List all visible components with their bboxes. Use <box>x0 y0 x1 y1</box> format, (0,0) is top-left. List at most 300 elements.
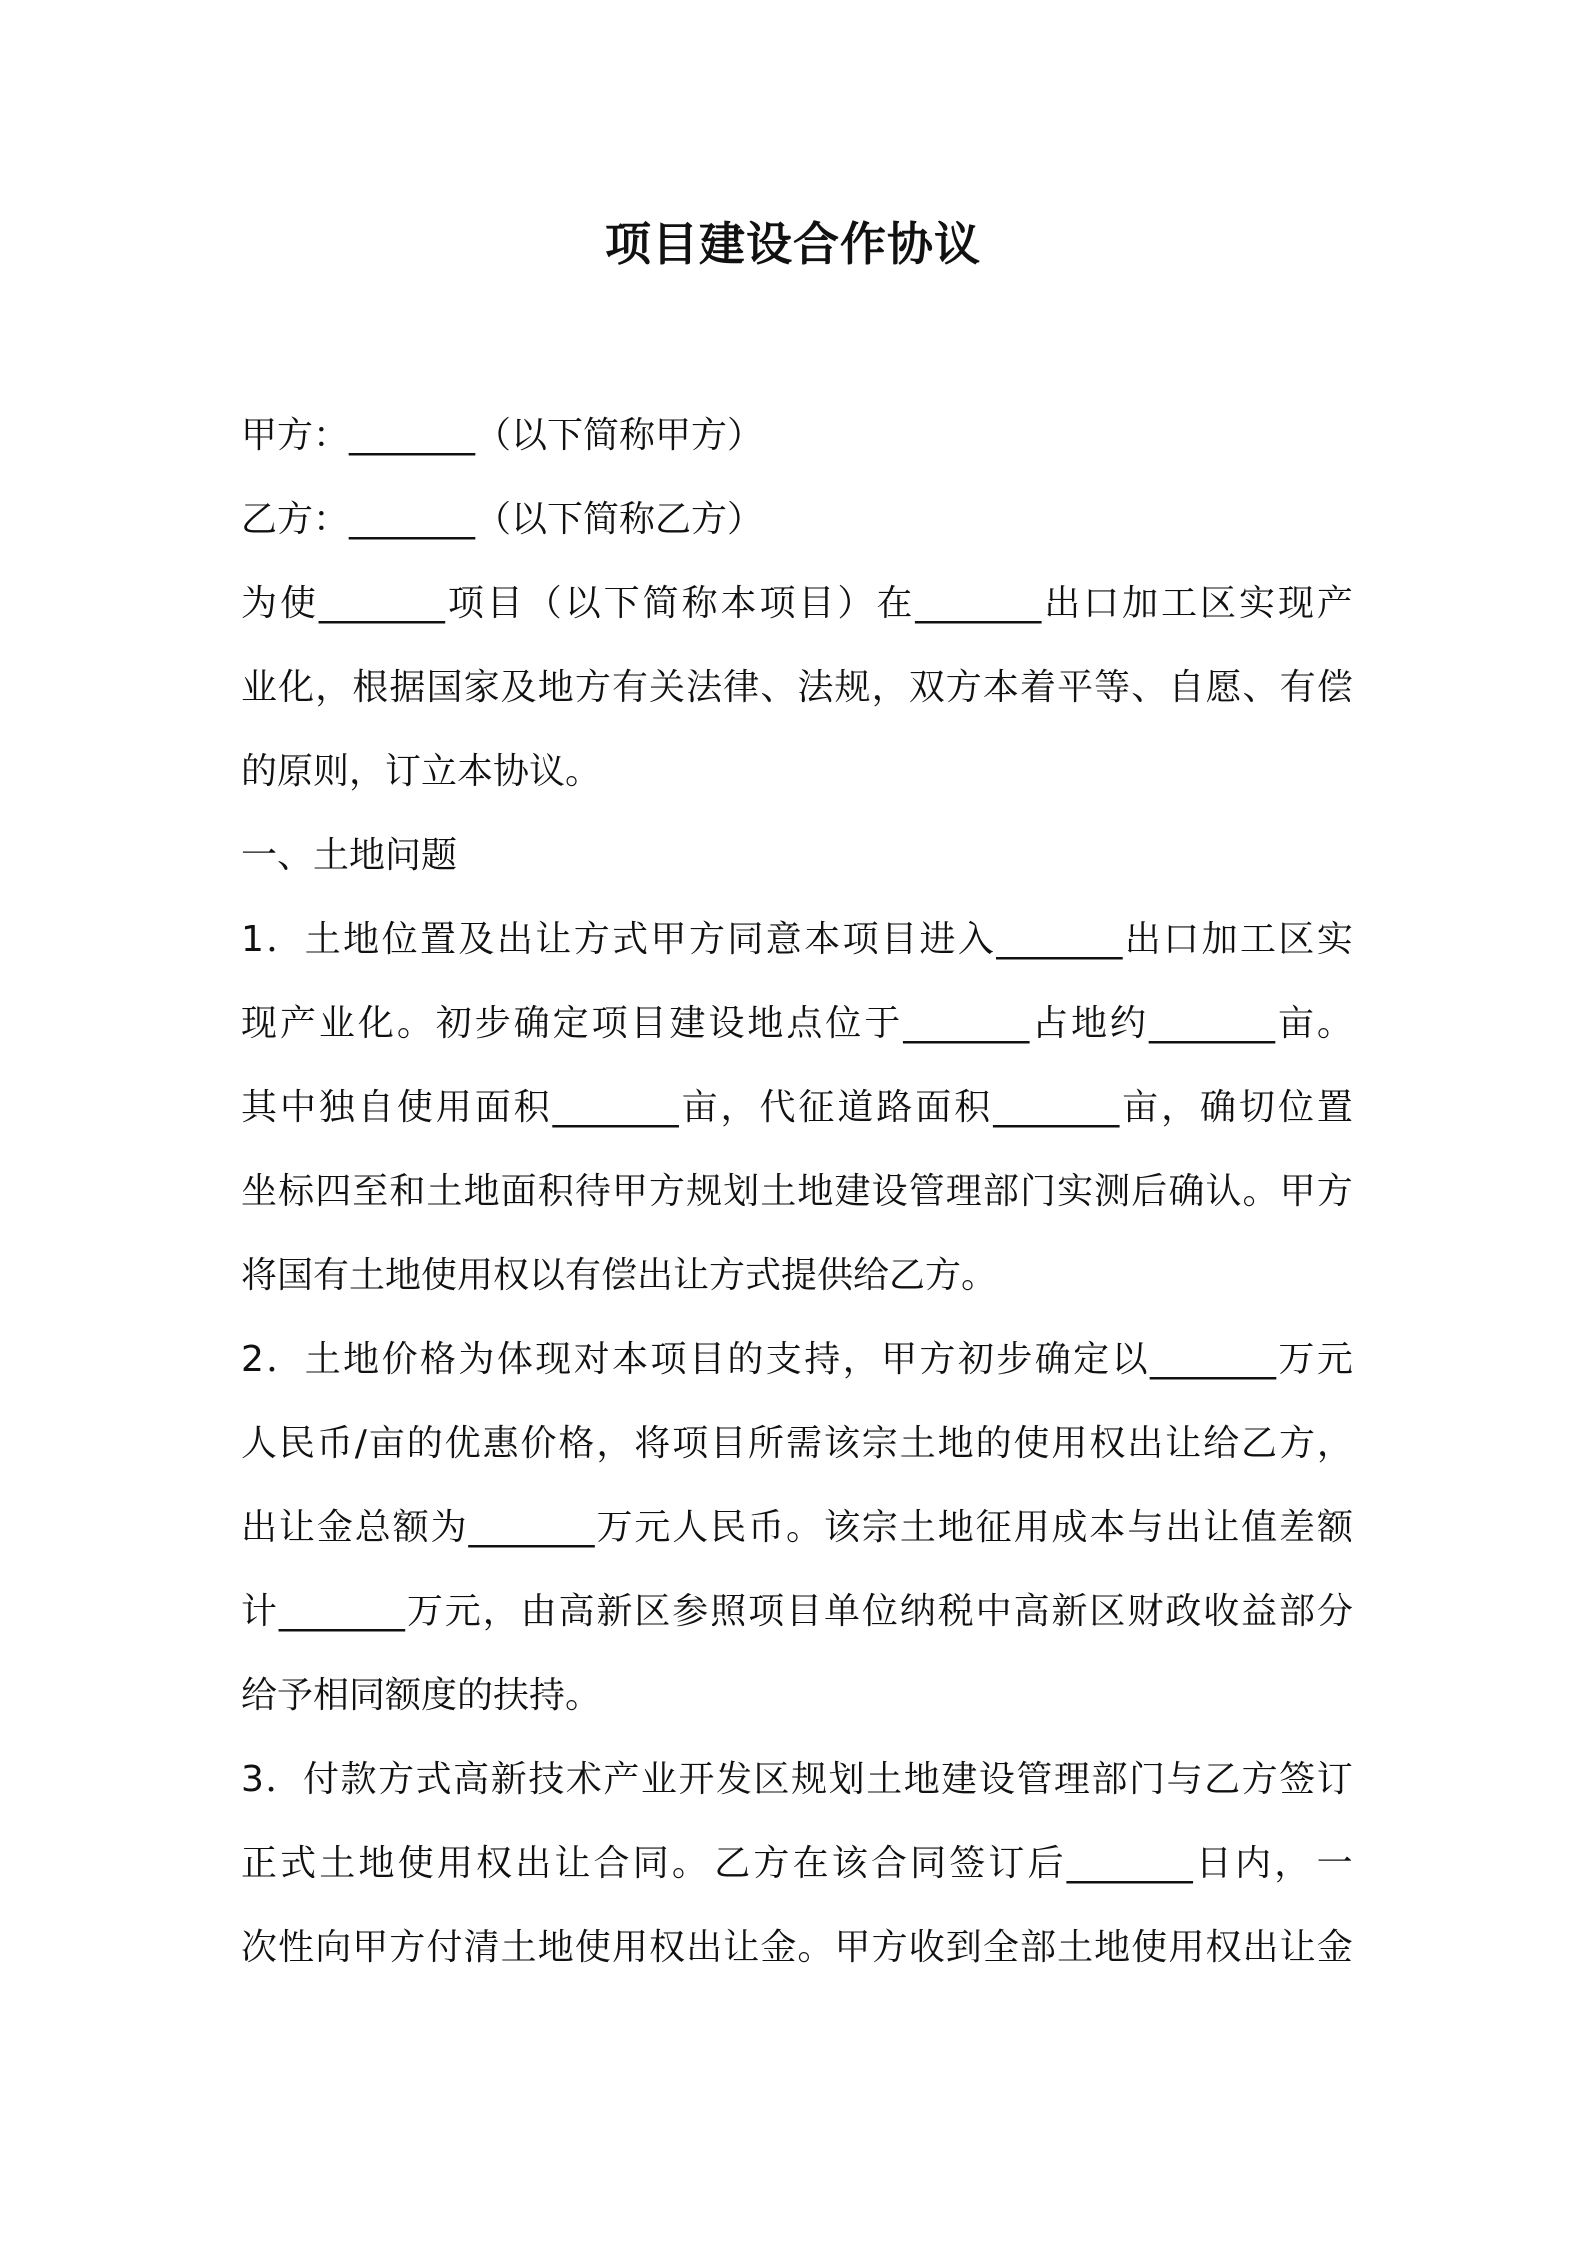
text-glyph: 将 <box>634 1423 671 1464</box>
paragraph-line <box>241 580 1353 628</box>
text-glyph: 用 <box>1168 1927 1205 1968</box>
text-glyph: 成 <box>1051 1507 1088 1548</box>
text-glyph: 为 <box>241 583 278 624</box>
text-glyph: 。 <box>797 1927 834 1968</box>
text-glyph: 家 <box>463 667 500 708</box>
text-glyph: 加 <box>1122 583 1159 624</box>
text-glyph: 地 <box>937 1507 974 1548</box>
text-glyph: 有 <box>611 667 648 708</box>
text-glyph: 金 <box>760 1927 797 1968</box>
text-glyph: 地 <box>343 919 380 960</box>
text-glyph: 道 <box>837 1087 874 1128</box>
text-glyph: 地 <box>797 1171 834 1212</box>
text-glyph: 的 <box>727 1339 764 1380</box>
text-glyph: 额 <box>392 1507 429 1548</box>
text-glyph: 给 <box>1203 1423 1240 1464</box>
text-glyph: _______ <box>552 1087 679 1128</box>
text-glyph: 标 <box>278 1171 315 1212</box>
text-glyph: 人 <box>241 1423 278 1464</box>
paragraph-line: 将国有土地使用权以有偿出让方式提供给乙方。 <box>241 1255 998 1296</box>
text-glyph: 格 <box>420 1339 457 1380</box>
text-glyph: 定 <box>1073 1339 1110 1380</box>
text-glyph: 及 <box>458 919 495 960</box>
text-glyph: 使 <box>574 1927 611 1968</box>
text-glyph: 新 <box>1051 1591 1088 1632</box>
text-glyph: 币 <box>748 1507 785 1548</box>
text-glyph: 内 <box>1235 1843 1272 1884</box>
text-glyph: 权 <box>1205 1927 1242 1968</box>
text-glyph: 出 <box>241 1507 278 1548</box>
text-glyph: 下 <box>603 583 640 624</box>
text-glyph: 次 <box>241 1927 278 1968</box>
text-glyph: 高 <box>558 1591 595 1632</box>
text-glyph: 化 <box>278 667 315 708</box>
text-glyph: 乙 <box>1204 1759 1241 1800</box>
text-glyph: 用 <box>435 1087 472 1128</box>
text-glyph: 新 <box>596 1591 633 1632</box>
text-glyph: 测 <box>1094 1171 1131 1212</box>
text-glyph: _______ <box>903 1003 1030 1044</box>
text-glyph: 门 <box>1019 1171 1056 1212</box>
paragraph-line <box>241 1168 1353 1216</box>
text-glyph: 划 <box>723 1171 760 1212</box>
text-glyph: 式 <box>280 1843 317 1884</box>
text-glyph: 国 <box>426 667 463 708</box>
text-glyph: 称 <box>681 583 718 624</box>
text-glyph: 项 <box>672 1423 709 1464</box>
text-glyph: _______ <box>468 1507 595 1548</box>
text-glyph: 工 <box>1161 583 1198 624</box>
text-glyph: 本 <box>982 667 1019 708</box>
text-glyph: 于 <box>864 1003 901 1044</box>
text-glyph: ． <box>266 1339 303 1380</box>
text-glyph: 步 <box>996 1339 1033 1380</box>
text-glyph: 以 <box>564 583 601 624</box>
text-glyph: 置 <box>1316 1087 1353 1128</box>
text-glyph: 让 <box>723 1927 760 1968</box>
text-glyph: 地 <box>937 1423 974 1464</box>
text-glyph: 土 <box>500 1927 537 1968</box>
text-glyph: ， <box>315 667 352 708</box>
text-glyph: 实 <box>1057 1171 1094 1212</box>
text-glyph: _______ <box>1150 1339 1277 1380</box>
text-glyph: 用 <box>611 1927 648 1968</box>
text-glyph: 地 <box>358 1843 395 1884</box>
text-glyph: 地 <box>463 1171 500 1212</box>
text-glyph: 定 <box>552 1003 589 1044</box>
text-glyph: 本 <box>1089 1507 1126 1548</box>
text-glyph: 的 <box>406 1423 443 1464</box>
text-glyph: 。 <box>786 1507 823 1548</box>
text-glyph: 权 <box>649 1927 686 1968</box>
text-glyph: 现 <box>535 1339 572 1380</box>
paragraph-line <box>241 1840 1353 1888</box>
text-glyph: 等 <box>1094 667 1131 708</box>
text-glyph: 方 <box>945 667 982 708</box>
text-glyph: 土 <box>426 1171 463 1212</box>
paragraph-line <box>241 1756 1353 1804</box>
text-glyph: 出 <box>496 919 533 960</box>
paragraph-line <box>241 1420 1353 1468</box>
text-glyph: 口 <box>1083 583 1120 624</box>
text-glyph: 。 <box>1242 1171 1279 1212</box>
text-glyph: 征 <box>798 1087 835 1128</box>
text-glyph: 项 <box>650 1339 687 1380</box>
text-glyph: 关 <box>649 667 686 708</box>
text-glyph: 规 <box>686 1171 723 1212</box>
text-glyph: 法 <box>797 667 834 708</box>
text-glyph: 格 <box>558 1423 595 1464</box>
text-glyph: 现 <box>1277 583 1314 624</box>
text-glyph: 规 <box>791 1759 828 1800</box>
text-glyph: 1 <box>241 919 264 960</box>
text-glyph: 所 <box>748 1423 785 1464</box>
text-glyph: 技 <box>528 1759 565 1800</box>
text-glyph: 日 <box>1195 1843 1232 1884</box>
text-glyph: 方 <box>573 919 610 960</box>
text-glyph: 规 <box>834 667 871 708</box>
text-glyph: 区 <box>753 1759 790 1800</box>
text-glyph: 项 <box>748 1591 785 1632</box>
text-glyph: 根 <box>352 667 389 708</box>
text-glyph: 同 <box>910 1843 947 1884</box>
text-glyph: 有 <box>1279 667 1316 708</box>
text-glyph: 出 <box>515 1843 552 1884</box>
text-glyph: 目 <box>688 1339 725 1380</box>
text-glyph: 位 <box>825 1003 862 1044</box>
text-glyph: 实 <box>1316 919 1353 960</box>
text-glyph: 土 <box>760 1171 797 1212</box>
text-glyph: 法 <box>686 667 723 708</box>
text-glyph: 据 <box>389 667 426 708</box>
text-glyph: 和 <box>389 1171 426 1212</box>
text-glyph: 目 <box>486 583 523 624</box>
text-glyph: _______ <box>915 583 1042 624</box>
text-glyph: 乙 <box>714 1843 751 1884</box>
text-glyph: 设 <box>978 1759 1015 1800</box>
text-glyph: 亩 <box>368 1423 405 1464</box>
paragraph-line <box>241 916 1353 964</box>
text-glyph: 使 <box>1013 1423 1050 1464</box>
text-glyph: 新 <box>490 1759 527 1800</box>
party-a-line: 甲方：_______（以下简称甲方） <box>241 415 764 456</box>
text-glyph: 积 <box>513 1087 550 1128</box>
text-glyph: 宗 <box>861 1423 898 1464</box>
text-glyph: 工 <box>1240 919 1277 960</box>
text-glyph: 路 <box>876 1087 913 1128</box>
text-glyph: 约 <box>1110 1003 1147 1044</box>
text-glyph: 部 <box>982 1171 1019 1212</box>
text-glyph: 发 <box>716 1759 753 1800</box>
text-glyph: 为 <box>458 1339 495 1380</box>
text-glyph: 性 <box>278 1927 315 1968</box>
text-glyph: 目 <box>630 1003 667 1044</box>
text-glyph: 位 <box>861 1591 898 1632</box>
text-glyph: 的 <box>975 1423 1012 1464</box>
text-glyph: 订 <box>1316 1759 1353 1800</box>
text-glyph: 建 <box>834 1171 871 1212</box>
text-glyph: 权 <box>1089 1423 1126 1464</box>
text-glyph: 口 <box>1163 919 1200 960</box>
text-glyph: 3 <box>241 1759 264 1800</box>
text-glyph: 方 <box>871 1927 908 1968</box>
text-glyph: 分 <box>1316 1591 1353 1632</box>
text-glyph: 目 <box>798 583 835 624</box>
text-glyph: 需 <box>785 1423 822 1464</box>
text-glyph: 该 <box>823 1423 860 1464</box>
text-glyph: 坐 <box>241 1171 278 1212</box>
paragraph-line <box>241 664 1353 712</box>
text-glyph: 平 <box>1057 667 1094 708</box>
text-glyph: 同 <box>727 919 764 960</box>
paragraph-line <box>241 1588 1353 1636</box>
text-glyph: 业 <box>241 667 278 708</box>
text-glyph: 出 <box>1242 1927 1279 1968</box>
text-glyph: 占 <box>1032 1003 1069 1044</box>
text-glyph: 地 <box>537 1927 574 1968</box>
text-glyph: 管 <box>908 1171 945 1212</box>
text-glyph: 该 <box>831 1843 868 1884</box>
text-glyph: 额 <box>1316 1507 1353 1548</box>
text-glyph: 地 <box>343 1339 380 1380</box>
text-glyph: 到 <box>945 1927 982 1968</box>
text-glyph: 同 <box>632 1843 669 1884</box>
text-glyph: ， <box>842 1339 879 1380</box>
text-glyph: 初 <box>957 1339 994 1380</box>
text-glyph: 地 <box>537 667 574 708</box>
text-glyph: 款 <box>340 1759 377 1800</box>
text-glyph: 律 <box>723 667 760 708</box>
text-glyph: 独 <box>318 1087 355 1128</box>
text-glyph: 部 <box>1091 1759 1128 1800</box>
text-glyph: 以 <box>1111 1339 1148 1380</box>
text-glyph: 让 <box>1279 1927 1316 1968</box>
text-glyph: _______ <box>318 583 445 624</box>
text-glyph: _______ <box>278 1591 405 1632</box>
text-glyph: 目 <box>786 1591 823 1632</box>
text-glyph: _______ <box>1149 1003 1275 1044</box>
paragraph-line <box>241 1924 1353 1972</box>
text-glyph: 。 <box>1316 1003 1353 1044</box>
text-glyph: 管 <box>1016 1759 1053 1800</box>
text-glyph: 本 <box>720 583 757 624</box>
text-glyph: 让 <box>278 1507 315 1548</box>
text-glyph: 甲 <box>1279 1171 1316 1212</box>
text-glyph: 持 <box>804 1339 841 1380</box>
text-glyph: 、 <box>1131 667 1168 708</box>
paragraph-line: 给予相同额度的扶持。 <box>241 1675 602 1716</box>
text-glyph: 后 <box>1131 1171 1168 1212</box>
text-glyph: 在 <box>876 583 913 624</box>
text-glyph: 自 <box>357 1087 394 1128</box>
text-glyph: 合 <box>593 1843 630 1884</box>
text-glyph: 正 <box>241 1843 278 1884</box>
text-glyph: 亩 <box>1122 1087 1159 1128</box>
text-glyph: 乙 <box>1241 1423 1278 1464</box>
text-glyph: 其 <box>241 1087 278 1128</box>
text-glyph: 甲 <box>881 1339 918 1380</box>
text-glyph: 。 <box>396 1003 433 1044</box>
text-glyph: 一 <box>1316 1843 1353 1884</box>
text-glyph: （ <box>525 583 562 624</box>
text-glyph: 划 <box>828 1759 865 1800</box>
text-glyph: 币 <box>316 1423 353 1464</box>
text-glyph: 项 <box>447 583 484 624</box>
text-glyph: 优 <box>444 1423 481 1464</box>
text-glyph: 置 <box>420 919 457 960</box>
text-glyph: 确 <box>1168 1171 1205 1212</box>
text-glyph: 确 <box>513 1003 550 1044</box>
text-glyph: 门 <box>1129 1759 1166 1800</box>
text-glyph: 建 <box>669 1003 706 1044</box>
text-glyph: 付 <box>426 1927 463 1968</box>
text-glyph: 及 <box>500 667 537 708</box>
text-glyph: 签 <box>949 1843 986 1884</box>
text-glyph: 付 <box>302 1759 339 1800</box>
text-glyph: 万 <box>596 1507 633 1548</box>
text-glyph: 亩 <box>681 1087 718 1128</box>
text-glyph: ， <box>1316 1423 1353 1464</box>
text-glyph: ， <box>871 667 908 708</box>
text-glyph: 本 <box>804 919 841 960</box>
text-glyph: 化 <box>357 1003 394 1044</box>
text-glyph: 土 <box>304 919 341 960</box>
text-glyph: 出 <box>1044 583 1081 624</box>
text-glyph: 进 <box>919 919 956 960</box>
text-glyph: 金 <box>316 1507 353 1548</box>
text-glyph: 位 <box>381 919 418 960</box>
text-glyph: ） <box>837 583 874 624</box>
text-glyph: 现 <box>241 1003 278 1044</box>
text-glyph: 实 <box>1238 583 1275 624</box>
text-glyph: 由 <box>520 1591 557 1632</box>
section-heading: 一、土地问题 <box>241 835 458 876</box>
text-glyph: 待 <box>574 1171 611 1212</box>
text-glyph: ， <box>482 1591 519 1632</box>
text-glyph: 。 <box>671 1843 708 1884</box>
text-glyph: 理 <box>1053 1759 1090 1800</box>
text-glyph: 、 <box>760 667 797 708</box>
text-glyph: 着 <box>1019 667 1056 708</box>
text-glyph: 人 <box>672 1507 709 1548</box>
text-glyph: ， <box>720 1087 757 1128</box>
text-glyph: 初 <box>435 1003 472 1044</box>
text-glyph: 方 <box>649 1171 686 1212</box>
text-glyph: 愿 <box>1205 667 1242 708</box>
text-glyph: 方 <box>688 919 725 960</box>
text-glyph: 高 <box>1013 1591 1050 1632</box>
text-glyph: 在 <box>792 1843 829 1884</box>
text-glyph: 、 <box>1242 667 1279 708</box>
text-glyph: 目 <box>881 919 918 960</box>
text-glyph: 地 <box>747 1003 784 1044</box>
text-glyph: 财 <box>1127 1591 1164 1632</box>
text-glyph: ． <box>265 1759 302 1800</box>
text-glyph: 地 <box>1071 1003 1108 1044</box>
text-glyph: 照 <box>710 1591 747 1632</box>
paragraph-line: 的原则，订立本协议。 <box>241 751 602 792</box>
text-glyph: 设 <box>871 1171 908 1212</box>
text-glyph: 体 <box>496 1339 533 1380</box>
text-glyph: _______ <box>996 919 1123 960</box>
text-glyph: ， <box>596 1423 633 1464</box>
text-glyph: 理 <box>945 1171 982 1212</box>
text-glyph: 区 <box>1278 919 1315 960</box>
text-glyph: 方 <box>389 1927 426 1968</box>
text-glyph: 方 <box>378 1759 415 1800</box>
text-glyph: 地 <box>1094 1927 1131 1968</box>
text-glyph: / <box>354 1423 367 1464</box>
paragraph-line <box>241 1336 1353 1384</box>
text-glyph: 使 <box>396 1087 433 1128</box>
text-glyph: 万 <box>1278 1339 1315 1380</box>
text-glyph: 出 <box>1124 919 1161 960</box>
text-glyph: 收 <box>1203 1591 1240 1632</box>
text-glyph: 出 <box>1127 1423 1164 1464</box>
paragraph-line <box>241 1504 1353 1552</box>
text-glyph: 元 <box>444 1591 481 1632</box>
text-glyph: 土 <box>319 1843 356 1884</box>
text-glyph: 面 <box>500 1171 537 1212</box>
text-glyph: 简 <box>642 583 679 624</box>
text-glyph: 开 <box>678 1759 715 1800</box>
text-glyph: 项 <box>591 1003 628 1044</box>
text-glyph: 使 <box>397 1843 434 1884</box>
text-glyph: 收 <box>908 1927 945 1968</box>
text-glyph: 产 <box>603 1759 640 1800</box>
text-glyph: 项 <box>842 919 879 960</box>
text-glyph: 宗 <box>861 1507 898 1548</box>
text-glyph: 积 <box>954 1087 991 1128</box>
text-glyph: 该 <box>823 1507 860 1548</box>
text-glyph: 土 <box>899 1423 936 1464</box>
text-glyph: 订 <box>988 1843 1025 1884</box>
text-glyph: 民 <box>278 1423 315 1464</box>
text-glyph: 代 <box>759 1087 796 1128</box>
text-glyph: 四 <box>315 1171 352 1212</box>
text-glyph: 项 <box>759 583 796 624</box>
text-glyph: 金 <box>1316 1927 1353 1968</box>
text-glyph: 步 <box>474 1003 511 1044</box>
text-glyph: 差 <box>1279 1507 1316 1548</box>
text-glyph: 惠 <box>482 1423 519 1464</box>
text-glyph: 政 <box>1165 1591 1202 1632</box>
text-glyph: 地 <box>903 1759 940 1800</box>
paragraph-line <box>241 1084 1353 1132</box>
text-glyph: 方 <box>1316 1171 1353 1212</box>
text-glyph: 术 <box>565 1759 602 1800</box>
text-glyph: 价 <box>520 1423 557 1464</box>
text-glyph: 签 <box>1279 1759 1316 1800</box>
text-glyph: ． <box>266 919 303 960</box>
text-glyph: 权 <box>476 1843 513 1884</box>
text-glyph: 认 <box>1205 1171 1242 1212</box>
text-glyph: 出 <box>686 1927 723 1968</box>
text-glyph: 甲 <box>352 1927 389 1968</box>
text-glyph: 方 <box>1278 1423 1315 1464</box>
text-glyph: 确 <box>1034 1339 1071 1380</box>
text-glyph: 支 <box>765 1339 802 1380</box>
text-glyph: 面 <box>915 1087 952 1128</box>
text-glyph: 后 <box>1027 1843 1064 1884</box>
text-glyph: 总 <box>354 1507 391 1548</box>
text-glyph: 单 <box>823 1591 860 1632</box>
text-glyph: 万 <box>406 1591 443 1632</box>
text-glyph: 方 <box>753 1843 790 1884</box>
text-glyph: 偿 <box>1316 667 1353 708</box>
text-glyph: 使 <box>1131 1927 1168 1968</box>
text-glyph: 与 <box>1127 1507 1164 1548</box>
